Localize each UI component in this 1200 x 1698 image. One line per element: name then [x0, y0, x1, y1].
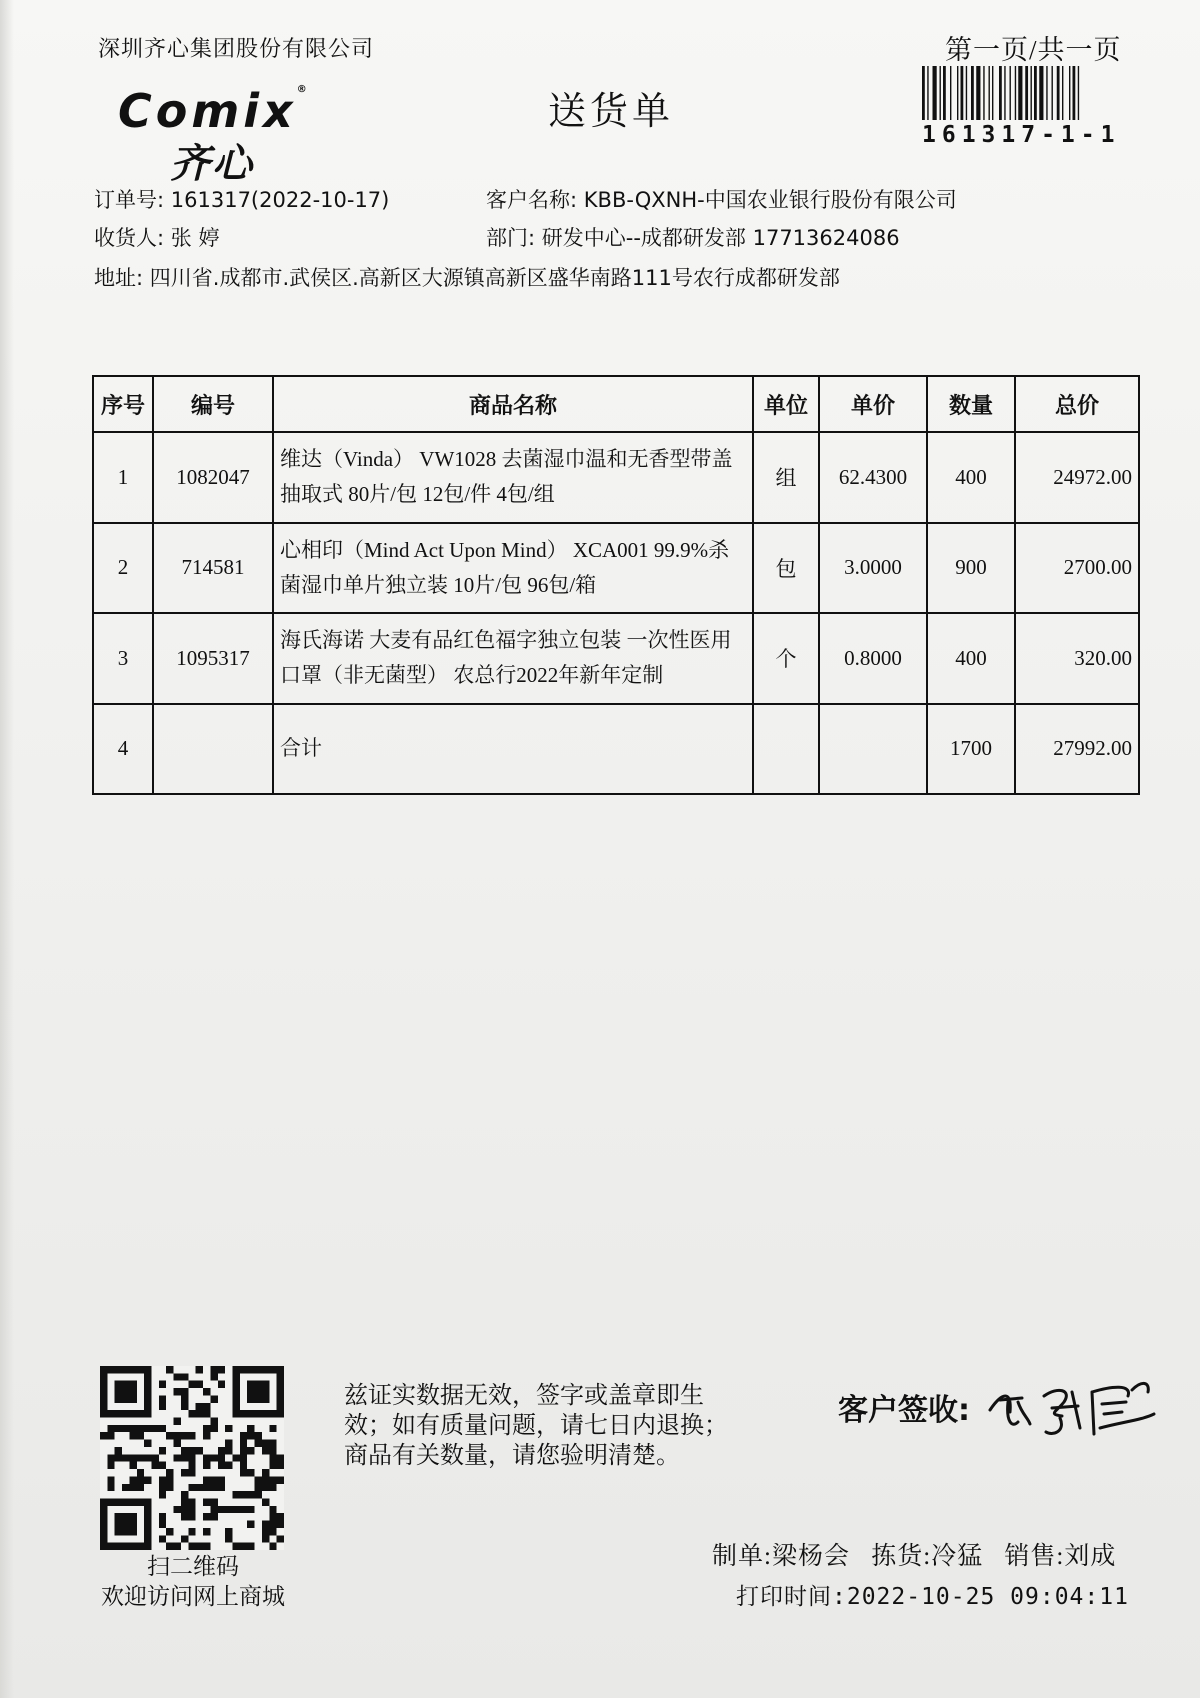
cell-code: 714581	[153, 523, 273, 614]
header-total: 总价	[1015, 376, 1139, 432]
order-label: 订单号:	[94, 188, 165, 212]
cell-seq: 1	[93, 432, 153, 523]
cell-product-name: 心相印（Mind Act Upon Mind） XCA001 99.9%杀菌湿巾单片独立装 10片/包 96包/箱	[273, 523, 753, 614]
items-table	[92, 375, 1140, 795]
cell-unit	[753, 704, 819, 795]
cell-seq: 2	[93, 523, 153, 614]
department	[486, 222, 900, 252]
notice-line: 兹证实数据无效，签字或盖章即生	[344, 1381, 704, 1409]
print-time: 打印时间:2022-10-25 09:04:11	[736, 1584, 1129, 1610]
comix-logo: Comix®	[118, 84, 311, 138]
comix-logo-chinese: 齐心	[170, 141, 254, 187]
cell-seq: 3	[93, 613, 153, 704]
cell-code: 1082047	[153, 432, 273, 523]
picker: 拣货:冷猛	[871, 1543, 984, 1570]
cell-quantity: 400	[927, 613, 1015, 704]
header-code: 编号	[153, 376, 273, 432]
notice-line: 效；如有质量问题，请七日内退换；	[344, 1411, 728, 1439]
customer-signature-label: 客户签收:	[838, 1393, 970, 1428]
barcode	[920, 66, 1134, 120]
table-row	[93, 523, 1139, 614]
receiver	[94, 222, 219, 252]
order-number	[94, 184, 389, 214]
table-row	[93, 432, 1139, 523]
cell-total: 27992.00	[1015, 704, 1139, 795]
cell-unit: 组	[753, 432, 819, 523]
cell-unit-price: 62.4300	[819, 432, 927, 523]
qr-caption-line: 欢迎访问网上商城	[101, 1584, 285, 1609]
receiver-label: 收货人:	[94, 226, 165, 250]
order-value: 161317(2022-10-17)	[170, 188, 390, 212]
document-title: 送货单	[548, 91, 675, 133]
receiver-value: 张 婷	[170, 226, 220, 250]
company-name: 深圳齐心集团股份有限公司	[98, 36, 375, 61]
cell-total: 2700.00	[1015, 523, 1139, 614]
dept-label: 部门:	[486, 226, 536, 250]
barcode-number: 161317-1-1	[922, 122, 1121, 148]
cell-code	[153, 704, 273, 795]
address-value: 四川省.成都市.武侯区.高新区大源镇高新区盛华南路111号农行成都研发部	[149, 266, 840, 290]
header-quantity: 数量	[927, 376, 1015, 432]
cell-unit-price: 0.8000	[819, 613, 927, 704]
header-product-name: 商品名称	[273, 376, 753, 432]
address-label: 地址:	[94, 266, 144, 290]
qr-code[interactable]	[100, 1366, 284, 1550]
page-indicator: 第一页/共一页	[945, 35, 1122, 65]
cell-quantity: 1700	[927, 704, 1015, 795]
notice-line: 商品有关数量，请您验明清楚。	[344, 1441, 680, 1469]
customer-label: 客户名称:	[486, 188, 578, 212]
cell-unit-price	[819, 704, 927, 795]
notice-text	[344, 1380, 728, 1470]
staff-line	[712, 1536, 1116, 1572]
cell-total: 24972.00	[1015, 432, 1139, 523]
sales: 销售:刘成	[1004, 1543, 1117, 1570]
cell-unit: 个	[753, 613, 819, 704]
customer-value: KBB-QXNH-中国农业银行股份有限公司	[583, 188, 957, 212]
paper-edge	[0, 0, 14, 1698]
address	[94, 262, 840, 292]
cell-product-name: 维达（Vinda） VW1028 去菌湿巾温和无香型带盖抽取式 80片/包 12包/件 4包/组	[273, 432, 753, 523]
cell-seq: 4	[93, 704, 153, 795]
table-row	[93, 613, 1139, 704]
handwritten-signature	[982, 1362, 1162, 1442]
qr-caption-line: 扫二维码	[147, 1554, 239, 1579]
cell-product-name: 合计	[273, 704, 753, 795]
cell-quantity: 900	[927, 523, 1015, 614]
cell-unit-price: 3.0000	[819, 523, 927, 614]
dept-value: 研发中心--成都研发部 17713624086	[541, 226, 900, 250]
cell-code: 1095317	[153, 613, 273, 704]
header-seq: 序号	[93, 376, 153, 432]
table-total-row	[93, 704, 1139, 795]
qr-caption	[88, 1552, 298, 1612]
cell-unit: 包	[753, 523, 819, 614]
header-unit-price: 单价	[819, 376, 927, 432]
customer-name	[486, 184, 957, 214]
table-header-row	[93, 376, 1139, 432]
cell-quantity: 400	[927, 432, 1015, 523]
cell-total: 320.00	[1015, 613, 1139, 704]
header-unit: 单位	[753, 376, 819, 432]
cell-product-name: 海氏海诺 大麦有品红色福字独立包装 一次性医用口罩（非无菌型） 农总行2022年新年定制	[273, 613, 753, 704]
maker: 制单:梁杨会	[712, 1543, 850, 1570]
